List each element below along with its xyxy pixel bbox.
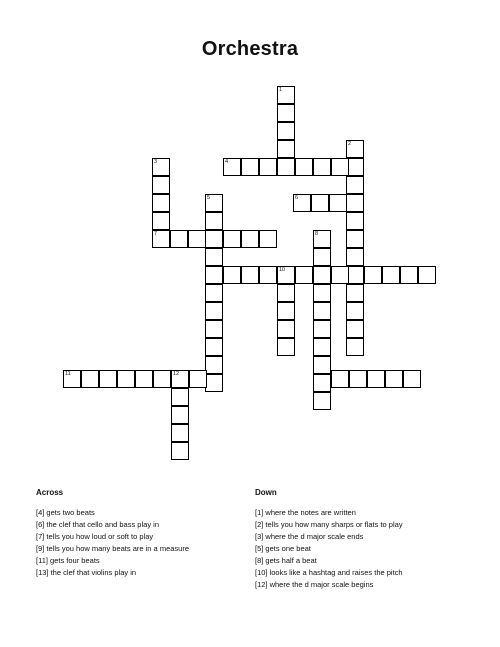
grid-cell[interactable] [171,424,189,442]
grid-cell[interactable] [313,158,331,176]
clue-number: 11 [65,371,71,377]
grid-cell[interactable] [63,370,81,388]
grid-cell[interactable] [259,158,277,176]
grid-cell[interactable] [205,356,223,374]
grid-cell[interactable] [205,284,223,302]
clue-down-3: [3] where the d major scale ends [255,532,364,541]
grid-cell[interactable] [367,370,385,388]
grid-cell[interactable] [277,320,295,338]
grid-cell[interactable] [277,122,295,140]
grid-cell[interactable] [311,194,329,212]
grid-cell[interactable] [313,284,331,302]
grid-cell[interactable] [205,266,223,284]
grid-cell[interactable] [418,266,436,284]
clue-number: 10 [279,267,286,273]
grid-cell[interactable] [313,302,331,320]
clue-across-9: [9] tells you how many beats are in a measure [36,544,189,553]
grid-cell[interactable] [293,194,311,212]
grid-cell[interactable] [331,158,349,176]
clue-across-11: [11] gets four beats [36,556,100,565]
grid-cell[interactable] [259,266,277,284]
grid-cell[interactable] [241,158,259,176]
across-heading: Across [36,488,64,497]
grid-cell[interactable] [171,388,189,406]
grid-cell[interactable] [346,176,364,194]
grid-cell[interactable] [295,158,313,176]
clue-number: 4 [225,159,229,165]
grid-cell[interactable] [382,266,400,284]
grid-cell[interactable] [152,158,170,176]
grid-cell[interactable] [313,392,331,410]
grid-cell[interactable] [171,406,189,424]
grid-cell[interactable] [313,248,331,266]
grid-cell[interactable] [223,266,241,284]
grid-cell[interactable] [329,194,347,212]
grid-cell[interactable] [295,266,313,284]
grid-cell[interactable] [346,284,364,302]
grid-cell[interactable] [152,230,170,248]
grid-cell[interactable] [170,230,188,248]
grid-cell[interactable] [277,104,295,122]
grid-cell[interactable] [223,230,241,248]
clue-number: 12 [173,371,180,377]
grid-cell[interactable] [205,338,223,356]
grid-cell[interactable] [349,370,367,388]
puzzle-title: Orchestra [201,38,299,60]
grid-cell[interactable] [205,212,223,230]
grid-cell[interactable] [205,248,223,266]
clue-down-5: [5] gets one beat [255,544,311,553]
clue-number: 6 [295,195,299,201]
clue-across-7: [7] tells you how loud or soft to play [36,532,154,541]
grid-cell[interactable] [385,370,403,388]
clue-number: 2 [348,141,352,147]
grid-cell[interactable] [223,158,241,176]
clue-number: 5 [207,195,211,201]
grid-cell[interactable] [152,212,170,230]
grid-cell[interactable] [277,284,295,302]
grid-cell[interactable] [188,230,206,248]
clue-down-12: [12] where the d major scale begins [255,580,374,589]
grid-cell[interactable] [346,248,364,266]
grid-cell[interactable] [277,338,295,356]
grid-cell[interactable] [403,370,421,388]
grid-cell[interactable] [152,194,170,212]
grid-cell[interactable] [277,266,295,284]
grid-cell[interactable] [277,158,295,176]
grid-cell[interactable] [135,370,153,388]
clue-down-2: [2] tells you how many sharps or flats to play [255,520,403,529]
grid-cell[interactable] [346,230,364,248]
clue-across-6: [6] the clef that cello and bass play in [36,520,159,529]
grid-cell[interactable] [277,86,295,104]
grid-cell[interactable] [153,370,171,388]
grid-cell[interactable] [241,266,259,284]
grid-cell[interactable] [171,370,189,388]
grid-cell[interactable] [346,320,364,338]
grid-cell[interactable] [205,374,223,392]
clue-number: 3 [154,159,158,165]
grid-cell[interactable] [205,230,223,248]
grid-cell[interactable] [331,266,349,284]
grid-cell[interactable] [81,370,99,388]
clue-down-8: [8] gets half a beat [255,556,317,565]
grid-cell[interactable] [346,194,364,212]
clue-down-1: [1] where the notes are written [255,508,356,517]
grid-cell[interactable] [277,302,295,320]
grid-cell[interactable] [346,338,364,356]
grid-cell[interactable] [346,302,364,320]
clue-number: 1 [279,87,283,93]
grid-cell[interactable] [241,230,259,248]
grid-cell[interactable] [313,338,331,356]
grid-cell[interactable] [400,266,418,284]
clue-number: 8 [315,231,319,237]
grid-cell[interactable] [205,320,223,338]
grid-cell[interactable] [152,176,170,194]
down-heading: Down [255,488,277,497]
grid-cell[interactable] [346,212,364,230]
grid-cell[interactable] [189,370,207,388]
grid-cell[interactable] [313,320,331,338]
clue-across-4: [4] gets two beats [36,508,95,517]
clue-across-13: [13] the clef that violins play in [36,568,137,577]
grid-cell[interactable] [277,140,295,158]
grid-cell[interactable] [313,266,331,284]
grid-cell[interactable] [331,370,349,388]
grid-cell[interactable] [313,356,331,374]
grid-cell[interactable] [205,302,223,320]
grid-cell[interactable] [313,374,331,392]
grid-cell[interactable] [171,442,189,460]
clue-down-10: [10] looks like a hashtag and raises the pitch [255,568,403,577]
grid-cell[interactable] [364,266,382,284]
across-clues [36,487,189,579]
down-clues [255,487,403,591]
grid-cell[interactable] [99,370,117,388]
grid-cell[interactable] [205,194,223,212]
grid-cell[interactable] [259,230,277,248]
grid-cell[interactable] [117,370,135,388]
clue-number: 7 [154,231,158,237]
grid-cell[interactable] [313,230,331,248]
grid-cell[interactable] [346,140,364,158]
